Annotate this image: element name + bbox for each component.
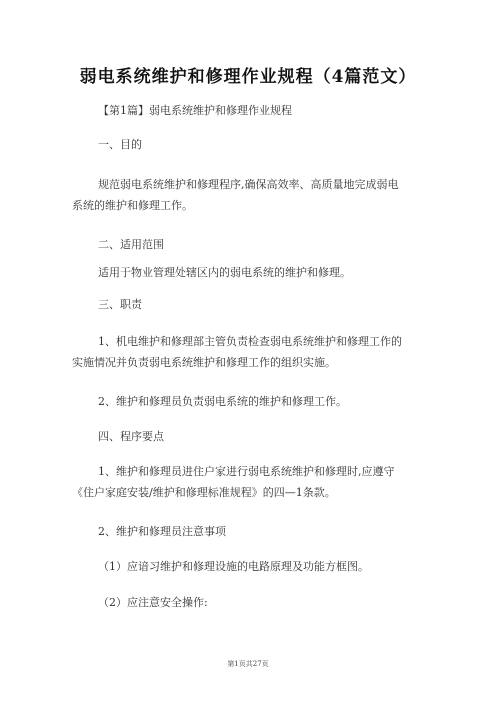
- paragraph-note1: （1）应谙习维护和修理设施的电路原理及功能方框图。: [98, 560, 369, 573]
- paragraph-resp1-line2: 实施情况并负责弱电系统维护和修理工作的组织实施。: [72, 356, 336, 369]
- section-header: 【第1篇】弱电系统维护和修理作业规程: [98, 104, 292, 117]
- document-title: 弱电系统维护和修理作业规程（4篇范文）: [79, 67, 417, 87]
- heading-purpose: 一、目的: [98, 138, 142, 151]
- paragraph-purpose-line2: 系统的维护和修理工作。: [72, 199, 193, 212]
- paragraph-proc1-line1: 1、维护和修理员进住户家进行弱电系统维护和修理时,应遵守: [98, 465, 395, 478]
- heading-procedure: 四、程序要点: [98, 430, 164, 443]
- page-footer: 第1页共27页: [227, 660, 269, 668]
- heading-scope: 二、适用范围: [98, 238, 164, 251]
- paragraph-note2: （2）应注意安全操作:: [98, 596, 208, 609]
- heading-responsibilities: 三、职责: [98, 298, 142, 311]
- paragraph-proc1-line2: 《住户家庭安装/维护和修理标准规程》的四—1条款。: [72, 486, 336, 499]
- paragraph-resp2: 2、维护和修理员负责弱电系统的维护和修理工作。: [98, 395, 347, 408]
- paragraph-purpose-line1: 规范弱电系统维护和修理程序,确保高效率、高质量地完成弱电: [98, 178, 399, 191]
- paragraph-proc2: 2、维护和修理员注意事项: [98, 525, 226, 538]
- paragraph-scope: 适用于物业管理处辖区内的弱电系统的维护和修理。: [98, 266, 351, 279]
- paragraph-resp1-line1: 1、机电维护和修理部主管负责检查弱电系统维护和修理工作的: [98, 335, 402, 348]
